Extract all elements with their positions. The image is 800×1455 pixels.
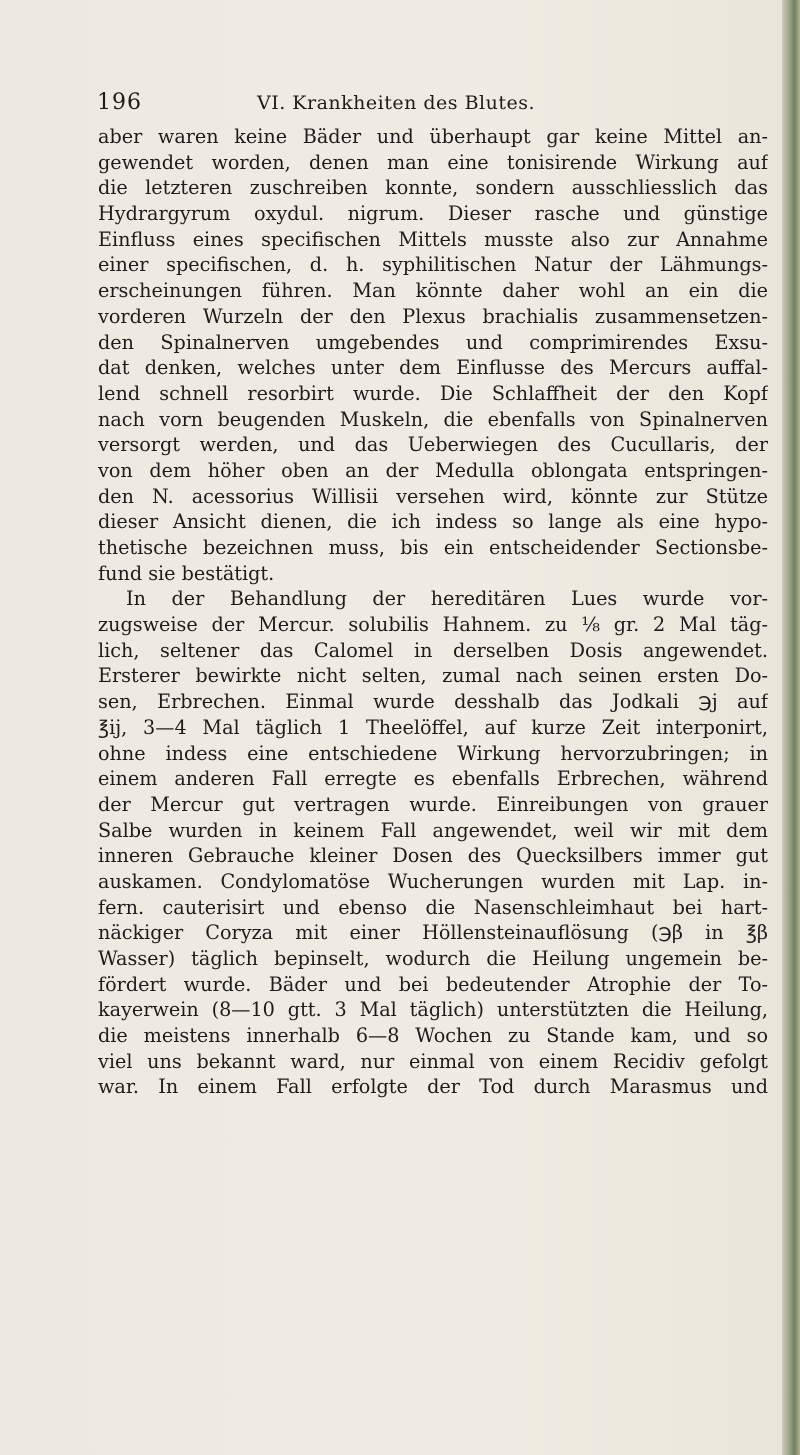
text-line: die letzteren zuschreiben konnte, sondern ausschliesslich das (98, 176, 768, 200)
chapter-title: VI. Krankheiten des Blutes. (257, 92, 536, 114)
page-number: 196 (97, 90, 142, 115)
text-line: Wasser) täglich bepinselt, wodurch die Heilung ungemein be- (98, 947, 768, 970)
text-line: fern. cauterisirt und ebenso die Nasenschleimhaut bei hart- (98, 895, 768, 919)
body-text (98, 124, 768, 1100)
text-line: kayerwein (8—10 gtt. 3 Mal täglich) unterstützten die Heilung, (98, 998, 768, 1022)
text-line: auskamen. Condylomatöse Wucherungen wurden mit Lap. in- (98, 869, 768, 893)
text-line: von dem höher oben an der Medulla oblongata entspringen- (98, 458, 768, 482)
text-line: fördert wurde. Bäder und bei bedeutender Atrophie der To- (98, 972, 768, 996)
text-line: sen, Erbrechen. Einmal wurde desshalb das Jodkali ℈j auf (98, 690, 768, 714)
text-line: ohne indess eine entschiedene Wirkung hervorzubringen; in (98, 741, 768, 765)
text-line: den Spinalnerven umgebendes und comprimirendes Exsu- (98, 330, 768, 354)
running-head (97, 90, 767, 122)
text-line: Hydrargyrum oxydul. nigrum. Dieser rasche und günstige (98, 202, 768, 226)
text-line: näckiger Coryza mit einer Höllensteinauflösung (℈β in ℥β (98, 921, 768, 945)
text-line: inneren Gebrauche kleiner Dosen des Quecksilbers immer gut (98, 844, 768, 868)
text-line: Einfluss eines specifischen Mittels musste also zur Annahme (98, 227, 768, 251)
text-line: lich, seltener das Calomel in derselben Dosis angewendet. (98, 638, 768, 662)
text-line: lend schnell resorbirt wurde. Die Schlaffheit der den Kopf (98, 381, 768, 405)
text-line: einer specifischen, d. h. syphilitischen Natur der Lähmungs- (98, 253, 768, 277)
text-line: vorderen Wurzeln der den Plexus brachialis zusammensetzen- (98, 304, 768, 328)
text-line: den N. acessorius Willisii versehen wird, könnte zur Stütze (98, 484, 768, 508)
text-line: gewendet worden, denen man eine tonisirende Wirkung auf (98, 150, 768, 174)
text-line: In der Behandlung der hereditären Lues wurde vor- (126, 587, 768, 611)
text-line: Salbe wurden in keinem Fall angewendet, weil wir mit dem (98, 818, 768, 842)
text-line: fund sie bestätigt. (98, 561, 275, 585)
text-line: einem anderen Fall erregte es ebenfalls Erbrechen, während (98, 767, 768, 791)
text-line: ℥ij, 3—4 Mal täglich 1 Theelöffel, auf kurze Zeit interponirt, (98, 715, 768, 739)
text-line: der Mercur gut vertragen wurde. Einreibungen von grauer (98, 792, 768, 816)
text-line: dat denken, welches unter dem Einflusse des Mercurs auffal- (98, 356, 768, 380)
text-line: aber waren keine Bäder und überhaupt gar keine Mittel an- (98, 125, 768, 148)
text-line: war. In einem Fall erfolgte der Tod durch Marasmus und (98, 1075, 768, 1099)
text-line: thetische bezeichnen muss, bis ein entscheidender Sectionsbe- (98, 536, 768, 559)
text-line: erscheinungen führen. Man könnte daher wohl an ein die (98, 279, 768, 303)
text-line: viel uns bekannt ward, nur einmal von einem Recidiv gefolgt (98, 1049, 768, 1073)
text-line: versorgt werden, und das Ueberwiegen des Cucullaris, der (98, 433, 768, 457)
page-edge (782, 0, 800, 1455)
text-line: zugsweise der Mercur. solubilis Hahnem. zu ⅛ gr. 2 Mal täg- (98, 613, 768, 637)
text-line: nach vorn beugenden Muskeln, die ebenfalls von Spinalnerven (98, 407, 768, 431)
text-line: die meistens innerhalb 6—8 Wochen zu Stande kam, und so (98, 1024, 768, 1048)
text-line: dieser Ansicht dienen, die ich indess so lange als eine hypo- (98, 510, 768, 534)
text-line: Ersterer bewirkte nicht selten, zumal nach seinen ersten Do- (98, 664, 768, 688)
